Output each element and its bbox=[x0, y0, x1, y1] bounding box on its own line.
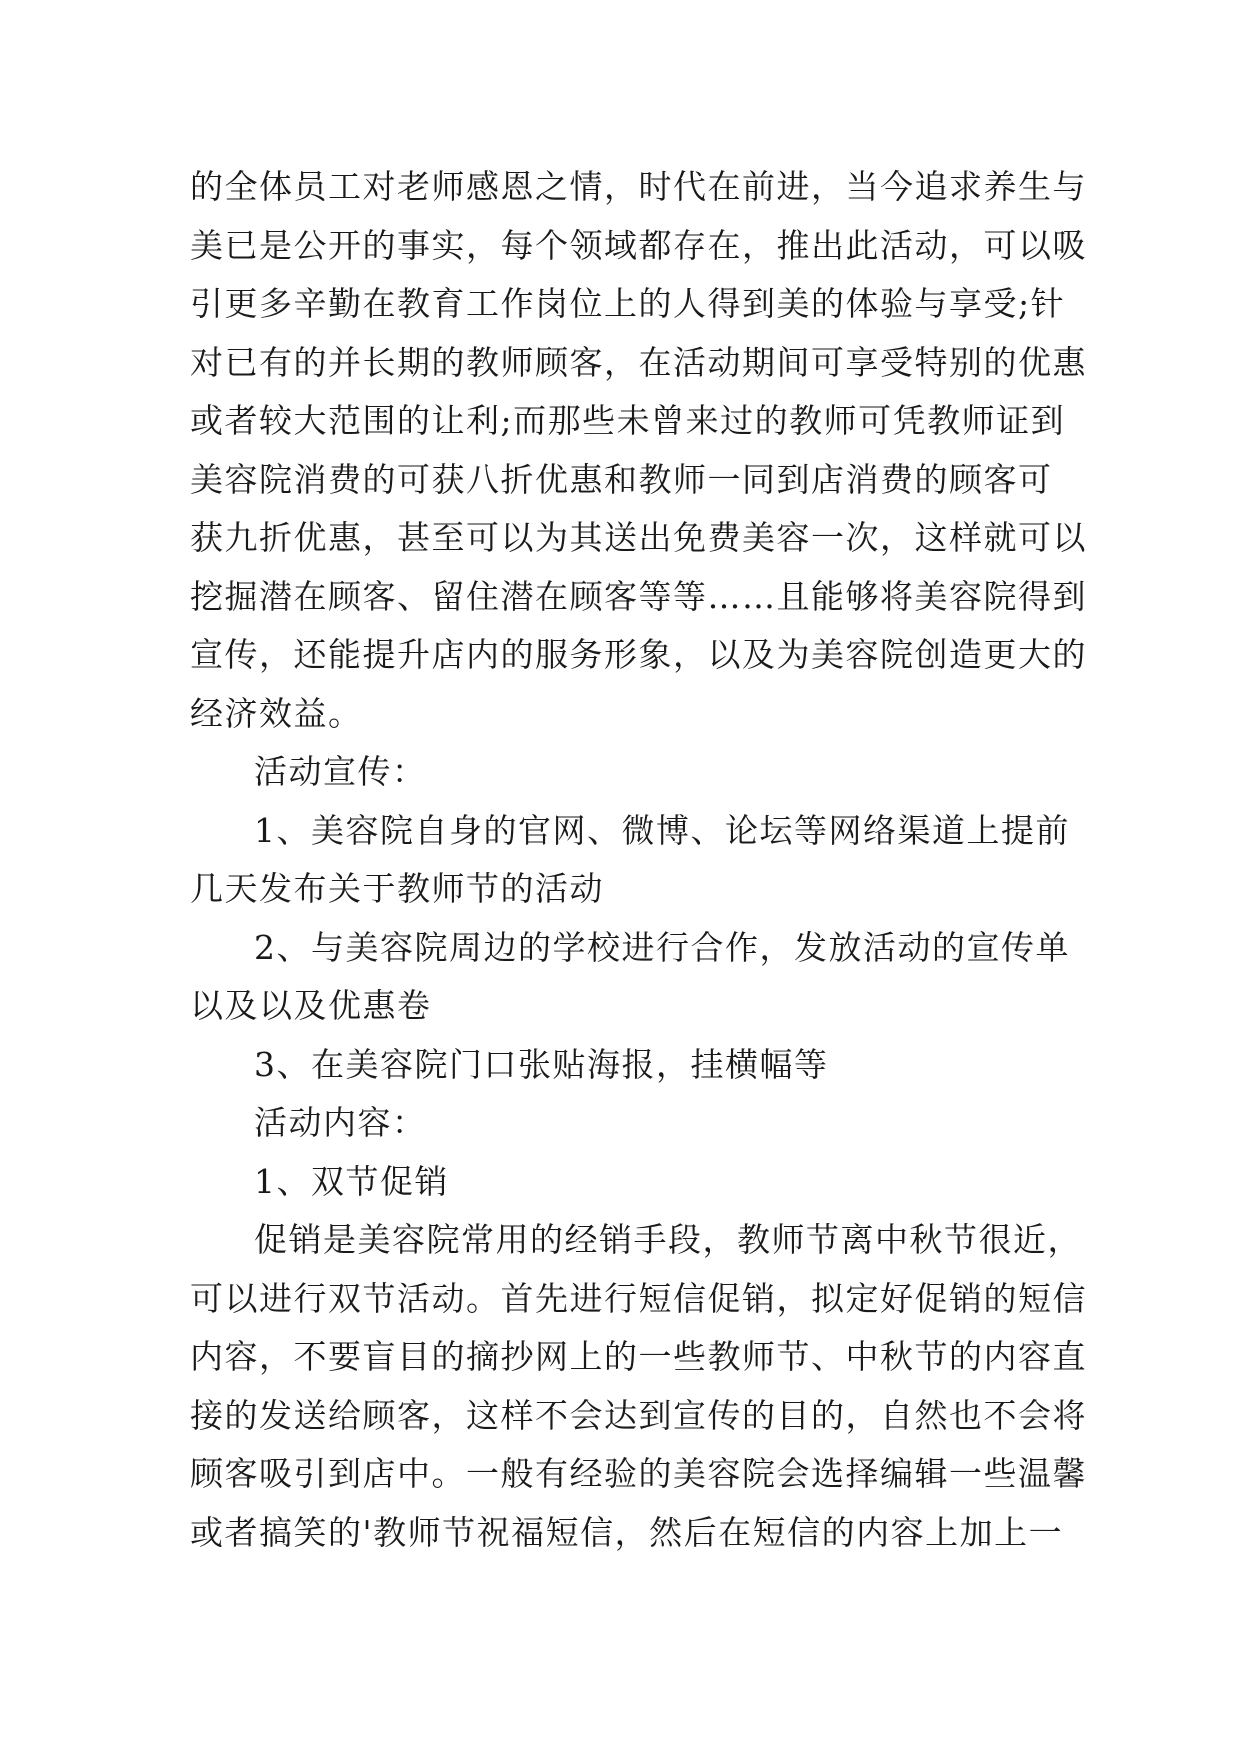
text-line: 或者较大范围的让利;而那些未曾来过的教师可凭教师证到 bbox=[190, 401, 1066, 440]
text-line: 内容，不要盲目的摘抄网上的一些教师节、中秋节的内容直 bbox=[190, 1337, 1087, 1376]
text-line: 可以进行双节活动。首先进行短信促销，拟定好促销的短信 bbox=[190, 1278, 1087, 1318]
text-line: 活动宣传： bbox=[254, 752, 427, 791]
text-line: 挖掘潜在顾客、留住潜在顾客等等……且能够将美容院得到 bbox=[190, 576, 1087, 616]
text-line: 对已有的并长期的教师顾客，在活动期间可享受特别的优惠 bbox=[190, 342, 1087, 382]
text-line: 或者搞笑的'教师节祝福短信，然后在短信的内容上加上一 bbox=[190, 1512, 1064, 1552]
text-line: 美已是公开的事实，每个领域都存在，推出此活动，可以吸 bbox=[190, 225, 1087, 265]
text-line: 活动内容： bbox=[254, 1103, 427, 1142]
text-line: 1、美容院自身的官网、微博、论坛等网络渠道上提前 bbox=[254, 810, 1070, 850]
text-line: 促销是美容院常用的经销手段，教师节离中秋节很近， bbox=[254, 1220, 1082, 1259]
text-line: 接的发送给顾客，这样不会达到宣传的目的，自然也不会将 bbox=[190, 1395, 1087, 1435]
text-line: 美容院消费的可获八折优惠和教师一同到店消费的顾客可 bbox=[190, 459, 1053, 499]
document-body bbox=[190, 158, 1087, 1562]
text-line: 2、与美容院周边的学校进行合作，发放活动的宣传单 bbox=[254, 927, 1070, 967]
text-line: 经济效益。 bbox=[190, 693, 363, 733]
text-line: 1、双节促销 bbox=[254, 1161, 449, 1201]
text-line: 获九折优惠，甚至可以为其送出免费美容一次，这样就可以 bbox=[190, 518, 1087, 557]
text-line: 3、在美容院门口张贴海报，挂横幅等 bbox=[254, 1044, 829, 1084]
text-line: 的全体员工对老师感恩之情，时代在前进，当今追求养生与 bbox=[190, 167, 1087, 206]
text-line: 以及以及优惠卷 bbox=[190, 986, 432, 1025]
text-line: 几天发布关于教师节的活动 bbox=[190, 869, 604, 908]
text-line: 宣传，还能提升店内的服务形象，以及为美容院创造更大的 bbox=[190, 635, 1087, 674]
text-line: 顾客吸引到店中。一般有经验的美容院会选择编辑一些温馨 bbox=[190, 1454, 1087, 1493]
text-line: 引更多辛勤在教育工作岗位上的人得到美的体验与享受;针 bbox=[190, 284, 1066, 323]
